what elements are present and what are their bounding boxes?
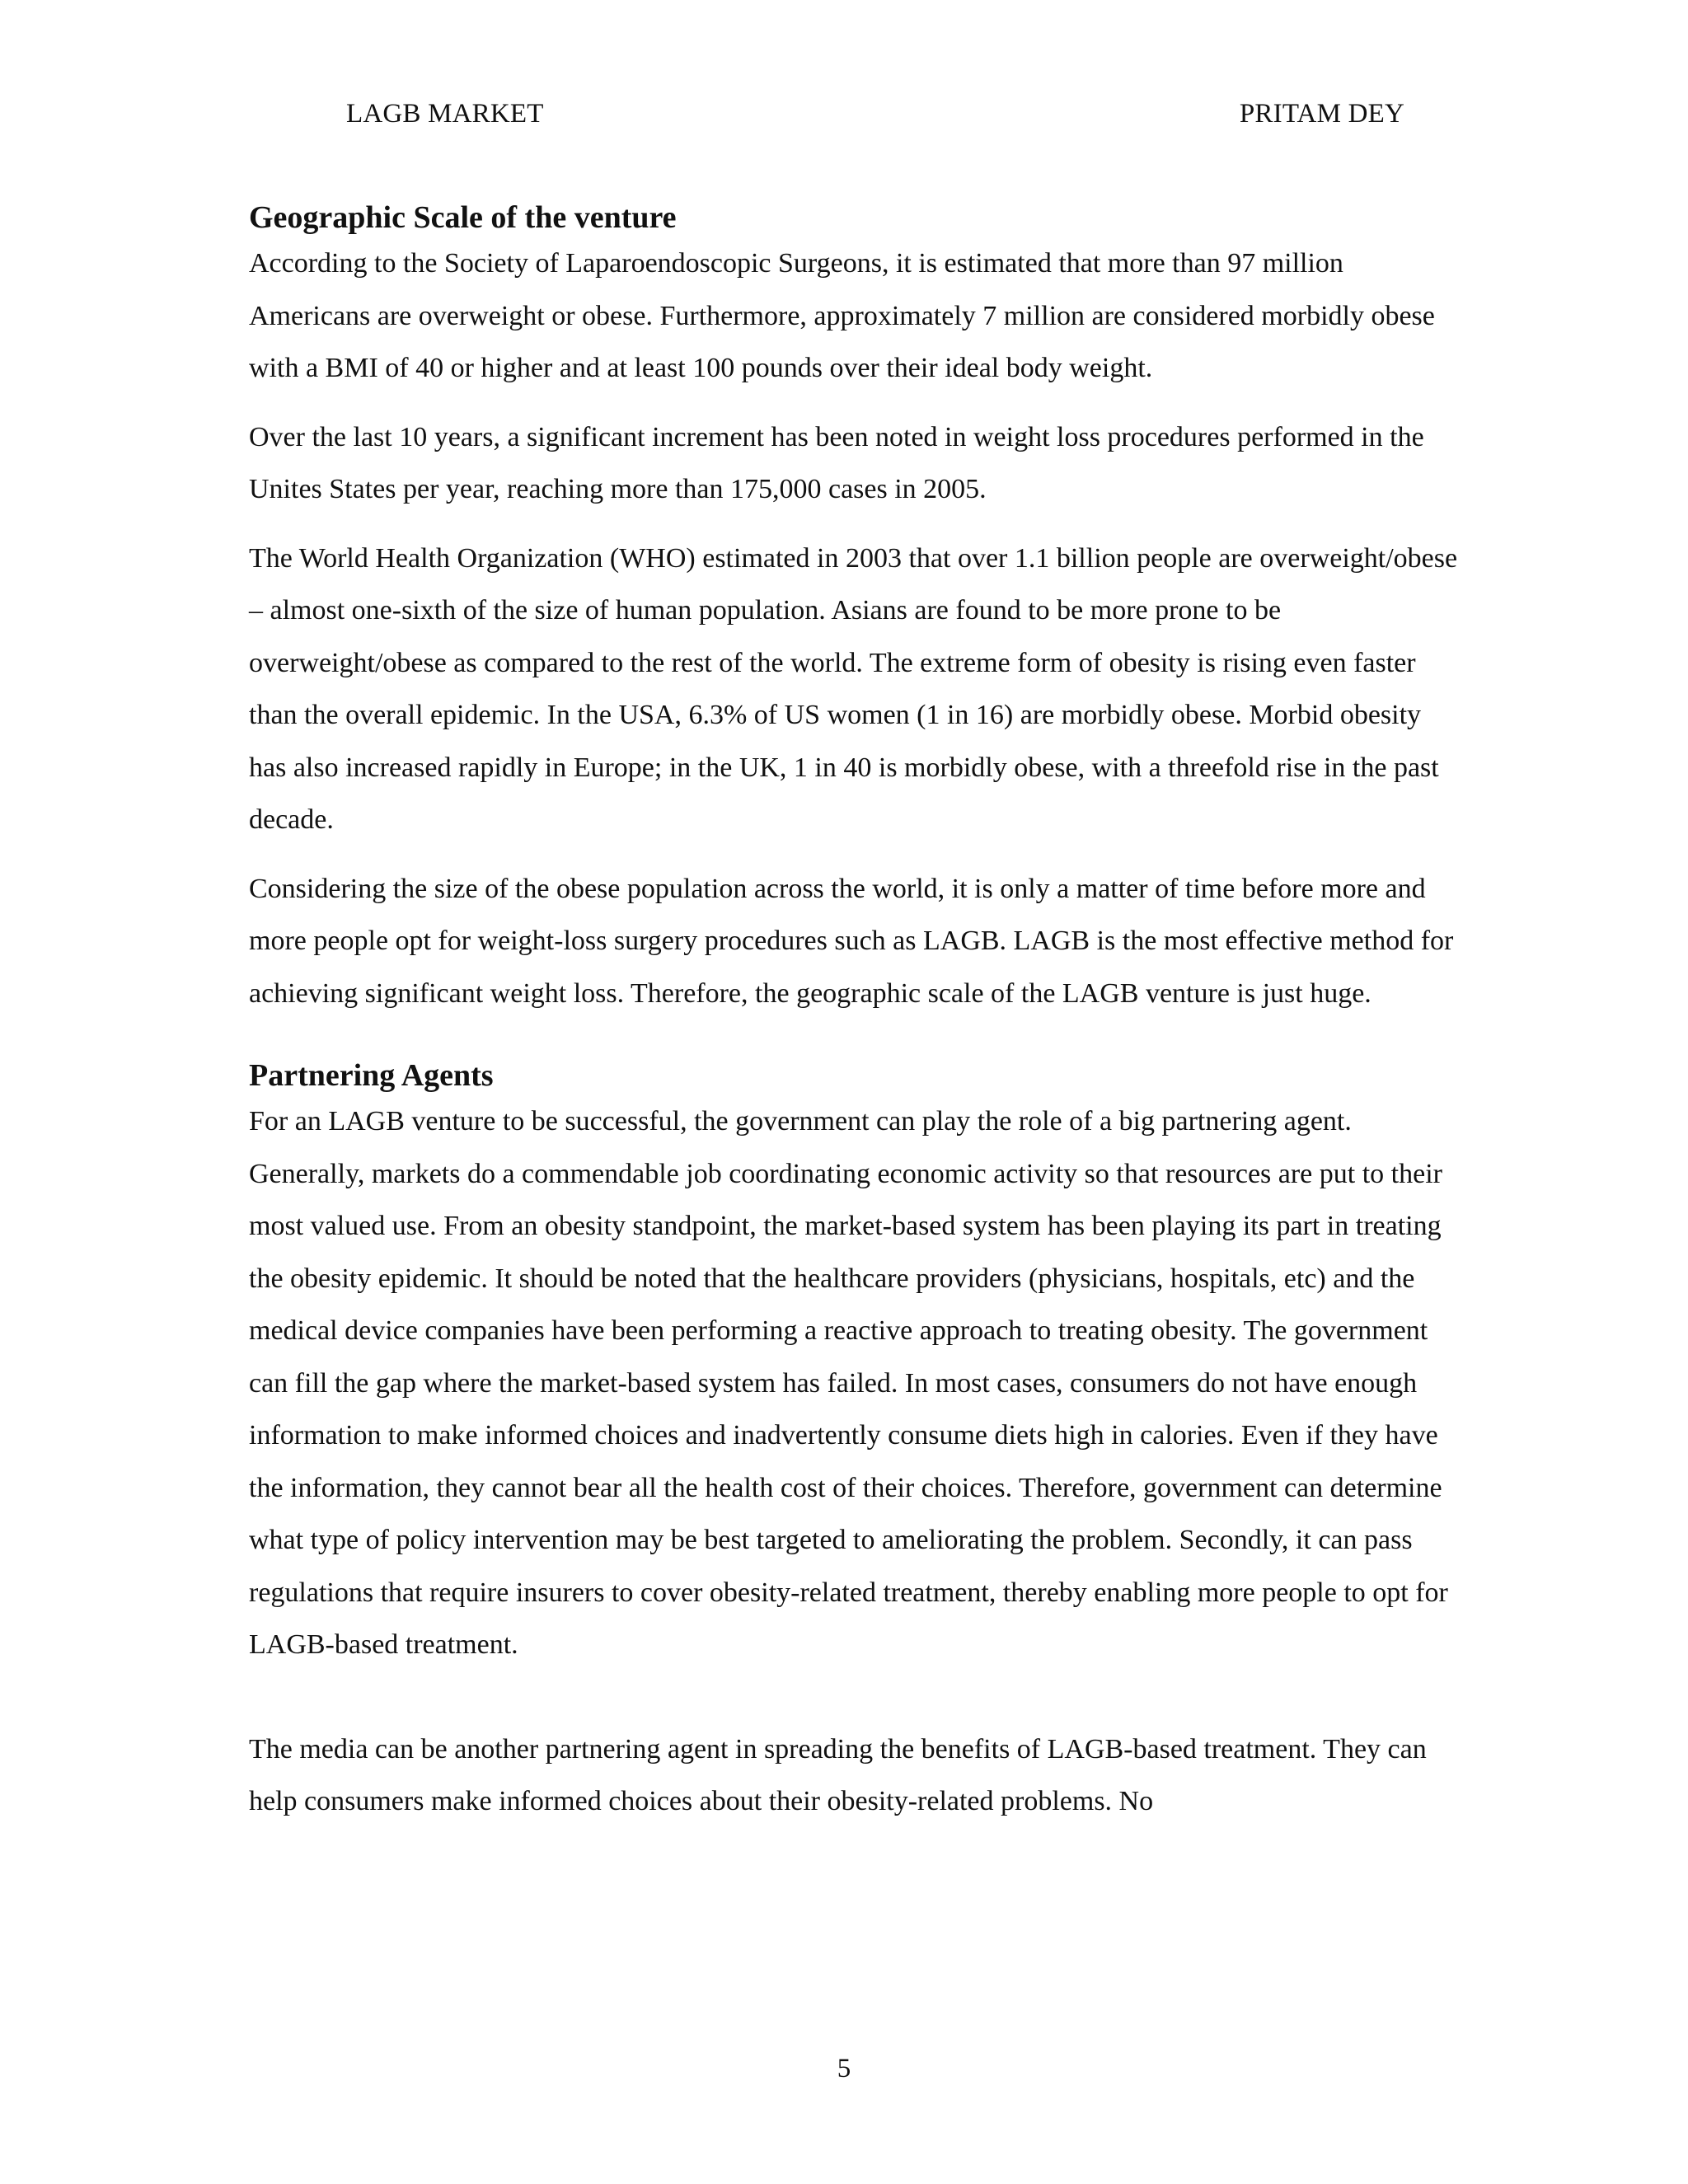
- section-heading-partnering-agents: Partnering Agents: [249, 1058, 494, 1093]
- paragraph: Considering the size of the obese population across the world, it is only a matter of time before more and more people opt for weight-loss surgery procedures such as LAGB. LAGB is the most effective method for achieving significant weight loss. Therefore, the geographic scale of the LAGB venture is just huge.: [249, 873, 1454, 1009]
- running-header-left: LAGB MARKET: [346, 99, 544, 129]
- section-heading-geographic-scale: Geographic Scale of the venture: [249, 200, 677, 235]
- page-number: 5: [837, 2054, 851, 2083]
- paragraph: For an LAGB venture to be successful, the government can play the role of a big partnering agent. Generally, markets do a commendable job coordinating economic activity so that resources are put to their most valued use. From an obesity standpoint, the market-based system has been playing its part in treating the obesity epidemic. It should be noted that the healthcare providers (physicians, hospitals, etc) and the medical device companies have been performing a reactive approach to treating obesity. The government can fill the gap where the market-based system has failed. In most cases, consumers do not have enough information to make informed choices and inadvertently consume diets high in calories. Even if they have the information, they cannot bear all the health cost of their choices. Therefore, government can determine what type of policy intervention may be best targeted to ameliorating the problem. Secondly, it can pass regulations that require insurers to cover obesity-related treatment, thereby enabling more people to opt for LAGB-based treatment.: [249, 1106, 1448, 1660]
- paragraph: The World Health Organization (WHO) estimated in 2003 that over 1.1 billion people are overweight/obese – almost one-sixth of the size of human population. Asians are found to be more prone to be overweight/obese as compared to the rest of the world. The extreme form of obesity is rising even faster than the overall epidemic. In the USA, 6.3% of US women (1 in 16) are morbidly obese. Morbid obesity has also increased rapidly in Europe; in the UK, 1 in 40 is morbidly obese, with a threefold rise in the past decade.: [249, 542, 1458, 835]
- running-header-right: PRITAM DEY: [1239, 99, 1404, 129]
- paragraph: The media can be another partnering agent in spreading the benefits of LAGB-based treatment. They can help consumers make informed choices about their obesity-related problems. No: [249, 1733, 1427, 1816]
- page-body: [249, 198, 1465, 1828]
- paragraph: According to the Society of Laparoendoscopic Surgeons, it is estimated that more than 97 million Americans are overweight or obese. Furthermore, approximately 7 million are considered morbidly obese with a BMI of 40 or higher and at least 100 pounds over their ideal body weight.: [249, 248, 1435, 383]
- paragraph: Over the last 10 years, a significant increment has been noted in weight loss procedures performed in the Unites States per year, reaching more than 175,000 cases in 2005.: [249, 421, 1424, 504]
